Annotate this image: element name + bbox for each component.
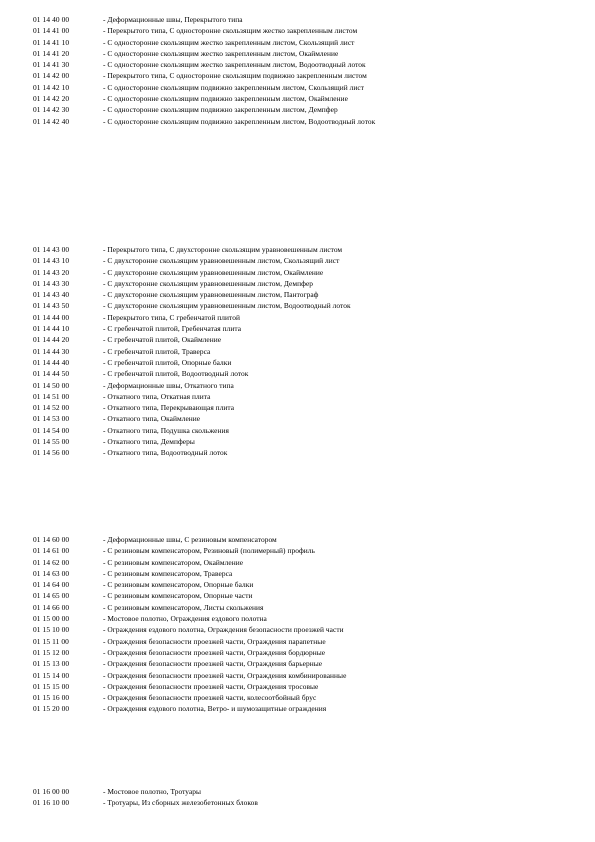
- classifier-description: - С гребенчатой плитой, Траверса: [103, 346, 211, 356]
- classifier-code: 01 15 20 00: [33, 704, 70, 714]
- classifier-row: [33, 72, 573, 80]
- classifier-row: [33, 84, 573, 92]
- classifier-description: - С резиновым компенсатором, Опорные части: [103, 591, 253, 601]
- classifier-description: - Откатного типа, Откатная плита: [103, 391, 211, 401]
- classifier-code: 01 14 41 20: [33, 48, 70, 58]
- classifier-code: 01 15 13 00: [33, 659, 70, 669]
- classifier-row: [33, 404, 573, 412]
- classifier-code: 01 14 40 00: [33, 15, 70, 24]
- classifier-description: - С гребенчатой плитой, Гребенчатая плита: [103, 324, 242, 334]
- classifier-description: - Ограждения безопасности проезжей части, Ограждения тросовые: [103, 681, 319, 691]
- classifier-code: 01 14 41 10: [33, 37, 70, 47]
- classifier-code: 01 15 12 00: [33, 647, 70, 657]
- classifier-code: 01 14 44 40: [33, 357, 70, 367]
- classifier-code: 01 15 11 00: [33, 636, 69, 646]
- classifier-code: 01 15 00 00: [33, 614, 70, 624]
- classifier-code: 01 15 10 00: [33, 625, 70, 635]
- classifier-row: [33, 660, 573, 668]
- classifier-row: [33, 302, 573, 310]
- classifier-row: [33, 393, 573, 401]
- classifier-row: [33, 325, 573, 333]
- classifier-code: 01 14 42 40: [33, 116, 70, 126]
- classifier-code: 01 14 44 50: [33, 369, 70, 379]
- classifier-description: - Ограждения ездового полотна, Ветро- и шумозащитные ограждения: [103, 704, 327, 714]
- classifier-row: [33, 536, 573, 544]
- classifier-row: [33, 95, 573, 103]
- classifier-row: [33, 581, 573, 589]
- classifier-row: [33, 415, 573, 423]
- classifier-code: 01 14 44 10: [33, 324, 70, 334]
- classifier-description: - С двухсторонне скользящим уравновешенным листом, Пантограф: [103, 290, 319, 300]
- classifier-row: [33, 246, 573, 254]
- classifier-row: [33, 370, 573, 378]
- classifier-description: - Откатного типа, Демпферы: [103, 437, 195, 447]
- classifier-code: 01 16 10 00: [33, 798, 70, 808]
- classifier-row: [33, 615, 573, 623]
- classifier-description: - С двухсторонне скользящим уравновешенным листом, Демпфер: [103, 278, 314, 288]
- classifier-description: - С односторонне скользящим жестко закрепленным листом, Скользящий лист: [103, 37, 355, 47]
- classifier-row: [33, 27, 573, 35]
- classifier-row: [33, 592, 573, 600]
- classifier-description: - С гребенчатой плитой, Окаймление: [103, 335, 222, 345]
- classifier-description: - С односторонне скользящим подвижно закрепленным листом, Окаймление: [103, 94, 348, 104]
- classifier-row: [33, 359, 573, 367]
- classifier-description: - Ограждения ездового полотна, Ограждения безопасности проезжей части: [103, 625, 344, 635]
- classifier-row: [33, 638, 573, 646]
- classifier-row: [33, 382, 573, 390]
- classifier-row: [33, 61, 573, 69]
- classifier-row: [33, 427, 573, 435]
- classifier-group: [33, 788, 573, 808]
- classifier-code: 01 14 43 50: [33, 301, 70, 311]
- classifier-row: [33, 604, 573, 612]
- classifier-code: 01 14 44 20: [33, 335, 70, 345]
- classifier-description: - Ограждения безопасности проезжей части, колесоотбойный брус: [103, 693, 317, 703]
- classifier-row: [33, 314, 573, 322]
- classifier-row: [33, 39, 573, 47]
- classifier-description: - Перекрытого типа, С односторонне скользящим жестко закрепленным листом: [103, 26, 358, 36]
- classifier-row: [33, 547, 573, 555]
- classifier-description: - Перекрытого типа, С односторонне скользящим подвижно закрепленным листом: [103, 71, 367, 81]
- classifier-row: [33, 559, 573, 567]
- classifier-description: - С гребенчатой плитой, Опорные балки: [103, 357, 232, 367]
- classifier-row: [33, 348, 573, 356]
- classifier-code: 01 14 62 00: [33, 557, 70, 567]
- classifier-row: [33, 672, 573, 680]
- classifier-description: - С односторонне скользящим подвижно закрепленным листом, Скользящий лист: [103, 82, 365, 92]
- classifier-description: - С резиновым компенсатором, Траверса: [103, 568, 233, 578]
- classifier-row: [33, 257, 573, 265]
- classifier-description: - Ограждения безопасности проезжей части, Ограждения бордюрные: [103, 647, 326, 657]
- classifier-description: - С резиновым компенсатором, Листы скольжения: [103, 602, 264, 612]
- classifier-description: - Откатного типа, Перекрывающая плита: [103, 403, 235, 413]
- classifier-code: 01 14 44 00: [33, 312, 70, 322]
- classifier-code: 01 14 65 00: [33, 591, 70, 601]
- classifier-code: 01 15 14 00: [33, 670, 70, 680]
- classifier-description: - Откатного типа, Подушка скольжения: [103, 425, 229, 435]
- classifier-code: 01 14 43 30: [33, 278, 70, 288]
- classifier-row: [33, 336, 573, 344]
- classifier-row: [33, 570, 573, 578]
- classifier-row: [33, 788, 573, 796]
- classifier-description: - Перекрытого типа, С двухсторонне скользящим уравновешенным листом: [103, 245, 343, 254]
- classifier-row: [33, 626, 573, 634]
- classifier-row: [33, 694, 573, 702]
- classifier-group: [33, 16, 573, 126]
- classifier-code: 01 14 60 00: [33, 535, 70, 544]
- classifier-code: 01 14 43 20: [33, 267, 70, 277]
- classifier-row: [33, 438, 573, 446]
- classifier-code: 01 14 61 00: [33, 546, 70, 556]
- classifier-code: 01 14 51 00: [33, 391, 70, 401]
- classifier-description: - С резиновым компенсатором, Резиновый (полимерный) профиль: [103, 546, 315, 556]
- classifier-code: 01 14 55 00: [33, 437, 70, 447]
- classifier-row: [33, 799, 573, 807]
- classifier-group: [33, 246, 573, 458]
- classifier-description: - Мостовое полотно, Ограждения ездового полотна: [103, 614, 267, 624]
- classifier-row: [33, 118, 573, 126]
- classifier-row: [33, 449, 573, 457]
- classifier-code: 01 14 63 00: [33, 568, 70, 578]
- classifier-description: - С односторонне скользящим подвижно закрепленным листом, Водоотводный лоток: [103, 116, 376, 126]
- classifier-code: 01 14 56 00: [33, 448, 70, 458]
- classifier-code: 01 14 50 00: [33, 380, 70, 390]
- classifier-description: - С резиновым компенсатором, Опорные балки: [103, 580, 254, 590]
- classifier-description: - Ограждения безопасности проезжей части, Ограждения комбинированные: [103, 670, 347, 680]
- classifier-code: 01 14 41 30: [33, 60, 70, 70]
- classifier-code: 01 14 41 00: [33, 26, 70, 36]
- classifier-row: [33, 50, 573, 58]
- classifier-code: 01 16 00 00: [33, 787, 70, 796]
- classifier-description: - Ограждения безопасности проезжей части, Ограждения парапетные: [103, 636, 326, 646]
- classifier-code: 01 14 42 20: [33, 94, 70, 104]
- classifier-description: - Мостовое полотно, Тротуары: [103, 787, 202, 796]
- classifier-description: - С двухсторонне скользящим уравновешенным листом, Окаймление: [103, 267, 324, 277]
- classifier-description: - Ограждения безопасности проезжей части, Ограждения барьерные: [103, 659, 323, 669]
- classifier-row: [33, 683, 573, 691]
- classifier-code: 01 14 64 00: [33, 580, 70, 590]
- classifier-row: [33, 280, 573, 288]
- classifier-code: 01 14 43 00: [33, 245, 70, 254]
- classifier-row: [33, 16, 573, 24]
- classifier-code: 01 14 43 40: [33, 290, 70, 300]
- classifier-description: - С двухсторонне скользящим уравновешенным листом, Скользящий лист: [103, 256, 340, 266]
- classifier-code: 01 14 44 30: [33, 346, 70, 356]
- classifier-description: - Откатного типа, Водоотводный лоток: [103, 448, 228, 458]
- classifier-description: - Деформационные швы, С резиновым компенсатором: [103, 535, 277, 544]
- classifier-description: - Тротуары, Из сборных железобетонных блоков: [103, 798, 258, 808]
- classifier-row: [33, 291, 573, 299]
- classifier-row: [33, 649, 573, 657]
- classifier-description: - С односторонне скользящим жестко закрепленным листом, Водоотводный лоток: [103, 60, 366, 70]
- classifier-description: - С резиновым компенсатором, Окаймление: [103, 557, 244, 567]
- classifier-code: 01 14 42 00: [33, 71, 70, 81]
- classifier-row: [33, 705, 573, 713]
- classifier-row: [33, 106, 573, 114]
- classifier-description: - Деформационные швы, Перекрытого типа: [103, 15, 243, 24]
- classifier-description: - Перекрытого типа, С гребенчатой плитой: [103, 312, 240, 322]
- classifier-code: 01 14 54 00: [33, 425, 70, 435]
- classifier-description: - Деформационные швы, Откатного типа: [103, 380, 234, 390]
- classifier-code: 01 14 42 10: [33, 82, 70, 92]
- classifier-code: 01 14 53 00: [33, 414, 70, 424]
- classifier-group: [33, 536, 573, 714]
- classifier-description: - С двухсторонне скользящим уравновешенным листом, Водоотводный лоток: [103, 301, 351, 311]
- classifier-code: 01 14 52 00: [33, 403, 70, 413]
- classifier-code: 01 14 66 00: [33, 602, 70, 612]
- classifier-description: - Откатного типа, Окаймление: [103, 414, 201, 424]
- classifier-code: 01 15 16 00: [33, 693, 70, 703]
- classifier-code: 01 14 43 10: [33, 256, 70, 266]
- classifier-description: - С гребенчатой плитой, Водоотводный лоток: [103, 369, 249, 379]
- classifier-row: [33, 269, 573, 277]
- classifier-code: 01 14 42 30: [33, 105, 70, 115]
- classifier-code: 01 15 15 00: [33, 681, 70, 691]
- classifier-description: - С односторонне скользящим жестко закрепленным листом, Окаймление: [103, 48, 339, 58]
- classifier-description: - С односторонне скользящим подвижно закрепленным листом, Демпфер: [103, 105, 338, 115]
